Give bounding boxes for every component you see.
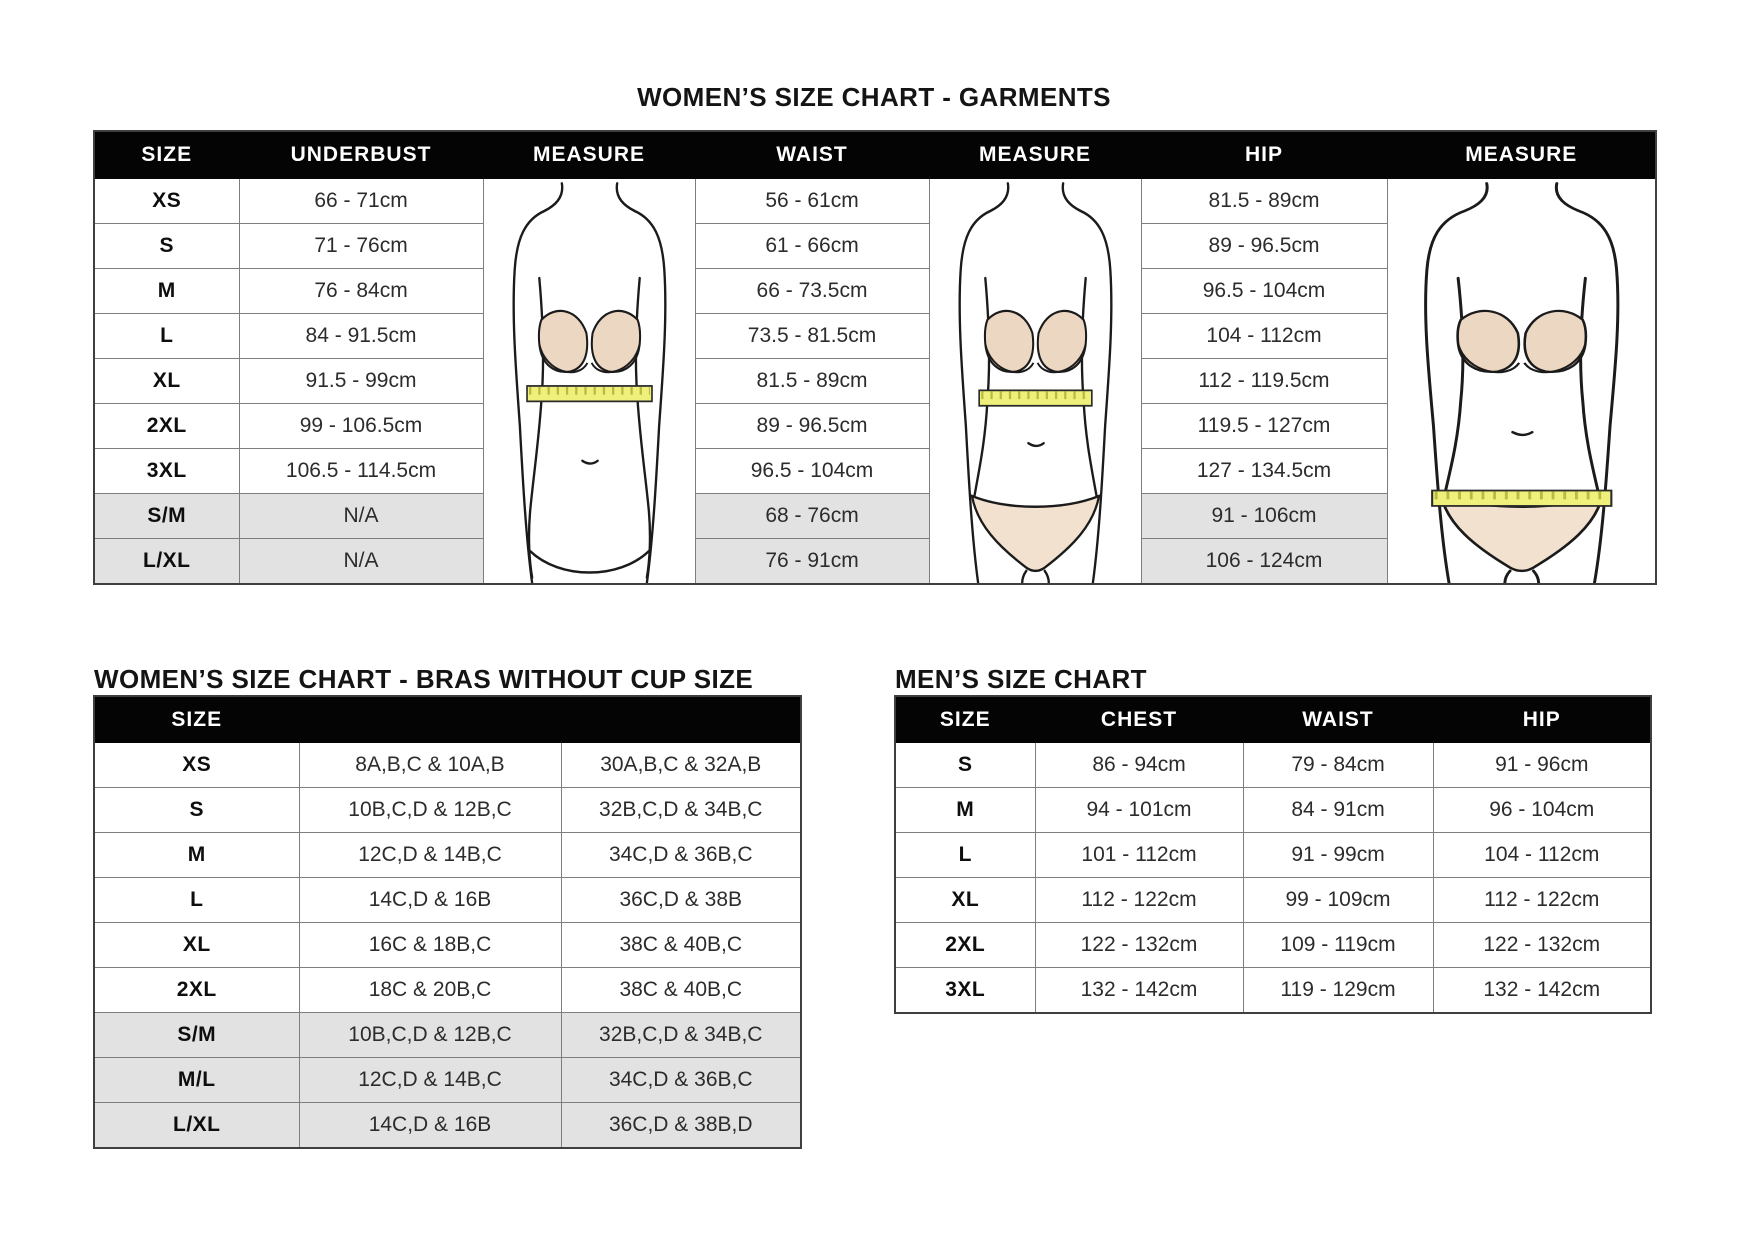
table-row bbox=[895, 923, 1651, 968]
underbust-cell: 71 - 76cm bbox=[239, 224, 483, 269]
header-row bbox=[94, 696, 801, 743]
waist-cell: 73.5 - 81.5cm bbox=[695, 314, 929, 359]
waist-cell: 109 - 119cm bbox=[1243, 923, 1433, 968]
measuring-tape-icon bbox=[979, 390, 1092, 405]
column-header: HIP bbox=[1433, 696, 1651, 743]
header-row bbox=[94, 131, 1656, 179]
table-row bbox=[94, 878, 801, 923]
waist-cell: 89 - 96.5cm bbox=[695, 404, 929, 449]
inner-thigh bbox=[1022, 571, 1026, 583]
torso-side bbox=[1580, 278, 1599, 498]
us-bra-sizes-cell: 32B,C,D & 34B,C bbox=[561, 788, 801, 833]
torso-outline bbox=[513, 183, 562, 583]
hip-cell: 104 - 112cm bbox=[1141, 314, 1387, 359]
size-cell: L bbox=[94, 314, 239, 359]
panties-icon bbox=[1441, 496, 1602, 571]
size-cell: M/L bbox=[94, 1058, 299, 1103]
underbust-measure-illustration bbox=[484, 179, 695, 583]
underbust-cell: 106.5 - 114.5cm bbox=[239, 449, 483, 494]
us-bra-sizes-cell: 30A,B,C & 32A,B bbox=[561, 743, 801, 788]
us-bra-sizes-cell: 38C & 40B,C bbox=[561, 968, 801, 1013]
waist-cell: 81.5 - 89cm bbox=[695, 359, 929, 404]
size-cell: L bbox=[895, 833, 1035, 878]
column-header: MEASURE bbox=[483, 131, 695, 179]
us-bra-sizes-cell: 34C,D & 36B,C bbox=[561, 833, 801, 878]
measure-underbust-figure-cell bbox=[483, 179, 695, 585]
measure-waist-figure bbox=[930, 179, 1141, 583]
waist-cell: 91 - 99cm bbox=[1243, 833, 1433, 878]
column-header: WAIST bbox=[695, 131, 929, 179]
chest-cell: 132 - 142cm bbox=[1035, 968, 1243, 1014]
size-cell: L/XL bbox=[94, 539, 239, 585]
size-cell: XS bbox=[94, 743, 299, 788]
size-cell: S bbox=[94, 788, 299, 833]
column-header: SIZE bbox=[94, 696, 299, 743]
size-cell: 2XL bbox=[94, 404, 239, 449]
size-cell: XL bbox=[94, 923, 299, 968]
us-bra-sizes-cell: 36C,D & 38B bbox=[561, 878, 801, 923]
measure-hip-figure-cell bbox=[1387, 179, 1656, 585]
measure-underbust-figure bbox=[484, 179, 695, 583]
bras-table-body bbox=[94, 743, 801, 1149]
chest-cell: 112 - 122cm bbox=[1035, 878, 1243, 923]
hip-cell: 91 - 106cm bbox=[1141, 494, 1387, 539]
chest-cell: 86 - 94cm bbox=[1035, 743, 1243, 788]
garments-size-table bbox=[93, 130, 1657, 585]
bras-size-table bbox=[93, 695, 802, 1149]
size-cell: 3XL bbox=[94, 449, 239, 494]
hip-cell: 122 - 132cm bbox=[1433, 923, 1651, 968]
waist-cell: 66 - 73.5cm bbox=[695, 269, 929, 314]
us-bra-sizes-cell: 32B,C,D & 34B,C bbox=[561, 1013, 801, 1058]
measure-hip-figure bbox=[1388, 179, 1656, 583]
waist-cell: 68 - 76cm bbox=[695, 494, 929, 539]
hip-cell: 104 - 112cm bbox=[1433, 833, 1651, 878]
column-header: UNDERBUST bbox=[239, 131, 483, 179]
torso-side bbox=[1443, 278, 1462, 498]
table-row bbox=[895, 968, 1651, 1014]
size-cell: L/XL bbox=[94, 1103, 299, 1149]
hip-cell: 96.5 - 104cm bbox=[1141, 269, 1387, 314]
au-bra-sizes-cell: 10B,C,D & 12B,C bbox=[299, 788, 561, 833]
underbust-cell: N/A bbox=[239, 539, 483, 585]
table-row bbox=[94, 1103, 801, 1149]
inner-thigh bbox=[1504, 571, 1509, 583]
size-cell: XS bbox=[94, 179, 239, 224]
navel bbox=[582, 461, 597, 464]
table-row bbox=[895, 833, 1651, 878]
table-row bbox=[94, 923, 801, 968]
mens-table-body bbox=[895, 743, 1651, 1014]
waist-cell: 84 - 91cm bbox=[1243, 788, 1433, 833]
torso-side bbox=[1081, 278, 1096, 498]
hip-cell: 112 - 122cm bbox=[1433, 878, 1651, 923]
size-cell: S/M bbox=[94, 494, 239, 539]
header-row bbox=[895, 696, 1651, 743]
torso-side bbox=[974, 278, 989, 498]
panties-icon bbox=[971, 496, 1098, 571]
hip-cell: 106 - 124cm bbox=[1141, 539, 1387, 585]
au-bra-sizes-cell: 16C & 18B,C bbox=[299, 923, 561, 968]
table-row bbox=[94, 1013, 801, 1058]
au-bra-sizes-cell: 14C,D & 16B bbox=[299, 878, 561, 923]
underbust-cell: 76 - 84cm bbox=[239, 269, 483, 314]
mens-table-header bbox=[895, 696, 1651, 743]
table-row bbox=[94, 1058, 801, 1103]
au-bra-sizes-cell: 10B,C,D & 12B,C bbox=[299, 1013, 561, 1058]
size-cell: XL bbox=[895, 878, 1035, 923]
au-bra-sizes-cell: 14C,D & 16B bbox=[299, 1103, 561, 1149]
underbust-cell: 84 - 91.5cm bbox=[239, 314, 483, 359]
table-row bbox=[94, 743, 801, 788]
table-row bbox=[94, 968, 801, 1013]
hip-cell: 112 - 119.5cm bbox=[1141, 359, 1387, 404]
size-cell: L bbox=[94, 878, 299, 923]
inner-thigh bbox=[1044, 571, 1048, 583]
column-header bbox=[561, 696, 801, 743]
size-cell: XL bbox=[94, 359, 239, 404]
underbust-cell: 99 - 106.5cm bbox=[239, 404, 483, 449]
underbust-cell: N/A bbox=[239, 494, 483, 539]
size-cell: 2XL bbox=[895, 923, 1035, 968]
column-header: WAIST bbox=[1243, 696, 1433, 743]
table-row bbox=[94, 833, 801, 878]
hip-cell: 96 - 104cm bbox=[1433, 788, 1651, 833]
torso-outline bbox=[616, 183, 665, 583]
garments-table-header bbox=[94, 131, 1656, 179]
au-bra-sizes-cell: 12C,D & 14B,C bbox=[299, 1058, 561, 1103]
column-header: SIZE bbox=[895, 696, 1035, 743]
table-row bbox=[94, 788, 801, 833]
size-cell: M bbox=[895, 788, 1035, 833]
garments-chart-title: WOMEN’S SIZE CHART - GARMENTS bbox=[637, 82, 1111, 112]
waist-cell: 79 - 84cm bbox=[1243, 743, 1433, 788]
waist-cell: 76 - 91cm bbox=[695, 539, 929, 585]
au-bra-sizes-cell: 12C,D & 14B,C bbox=[299, 833, 561, 878]
us-bra-sizes-cell: 38C & 40B,C bbox=[561, 923, 801, 968]
column-header bbox=[299, 696, 561, 743]
chest-cell: 101 - 112cm bbox=[1035, 833, 1243, 878]
column-header: HIP bbox=[1141, 131, 1387, 179]
hip-cell: 91 - 96cm bbox=[1433, 743, 1651, 788]
column-header: MEASURE bbox=[929, 131, 1141, 179]
waist-cell: 99 - 109cm bbox=[1243, 878, 1433, 923]
waist-cell: 61 - 66cm bbox=[695, 224, 929, 269]
us-bra-sizes-cell: 34C,D & 36B,C bbox=[561, 1058, 801, 1103]
bras-chart-title: WOMEN’S SIZE CHART - BRAS WITHOUT CUP SIZE bbox=[94, 664, 754, 694]
waist-cell: 119 - 129cm bbox=[1243, 968, 1433, 1014]
bra-icon bbox=[984, 311, 1085, 372]
chest-cell: 94 - 101cm bbox=[1035, 788, 1243, 833]
size-cell: S/M bbox=[94, 1013, 299, 1058]
size-cell: 2XL bbox=[94, 968, 299, 1013]
hip-cell: 127 - 134.5cm bbox=[1141, 449, 1387, 494]
navel bbox=[1512, 432, 1531, 435]
column-header: MEASURE bbox=[1387, 131, 1656, 179]
us-bra-sizes-cell: 36C,D & 38B,D bbox=[561, 1103, 801, 1149]
chest-cell: 122 - 132cm bbox=[1035, 923, 1243, 968]
bra-icon bbox=[1457, 311, 1585, 372]
size-cell: S bbox=[895, 743, 1035, 788]
hip-cell: 89 - 96.5cm bbox=[1141, 224, 1387, 269]
waist-cell: 96.5 - 104cm bbox=[695, 449, 929, 494]
hip-cell: 81.5 - 89cm bbox=[1141, 179, 1387, 224]
column-header: SIZE bbox=[94, 131, 239, 179]
waist-cell: 56 - 61cm bbox=[695, 179, 929, 224]
inner-thigh bbox=[1533, 571, 1538, 583]
au-bra-sizes-cell: 8A,B,C & 10A,B bbox=[299, 743, 561, 788]
measuring-tape-icon bbox=[527, 386, 652, 401]
mens-chart-title: MEN’S SIZE CHART bbox=[895, 664, 1147, 694]
hip-measure-illustration bbox=[1388, 179, 1656, 583]
measure-waist-figure-cell bbox=[929, 179, 1141, 585]
garments-table-body bbox=[94, 179, 1656, 585]
bras-table-header bbox=[94, 696, 801, 743]
size-cell: S bbox=[94, 224, 239, 269]
mens-size-table bbox=[894, 695, 1652, 1014]
table-row bbox=[94, 179, 1656, 224]
measuring-tape-icon bbox=[1432, 491, 1611, 506]
bra-icon bbox=[538, 311, 639, 372]
column-header: CHEST bbox=[1035, 696, 1243, 743]
size-cell: M bbox=[94, 269, 239, 314]
table-row bbox=[895, 743, 1651, 788]
hip-curve bbox=[530, 551, 649, 572]
size-cell: 3XL bbox=[895, 968, 1035, 1014]
au-bra-sizes-cell: 18C & 20B,C bbox=[299, 968, 561, 1013]
underbust-cell: 91.5 - 99cm bbox=[239, 359, 483, 404]
hip-cell: 119.5 - 127cm bbox=[1141, 404, 1387, 449]
hip-cell: 132 - 142cm bbox=[1433, 968, 1651, 1014]
waist-measure-illustration bbox=[930, 179, 1141, 583]
table-row bbox=[895, 878, 1651, 923]
navel bbox=[1028, 443, 1043, 446]
table-row bbox=[895, 788, 1651, 833]
underbust-cell: 66 - 71cm bbox=[239, 179, 483, 224]
size-cell: M bbox=[94, 833, 299, 878]
